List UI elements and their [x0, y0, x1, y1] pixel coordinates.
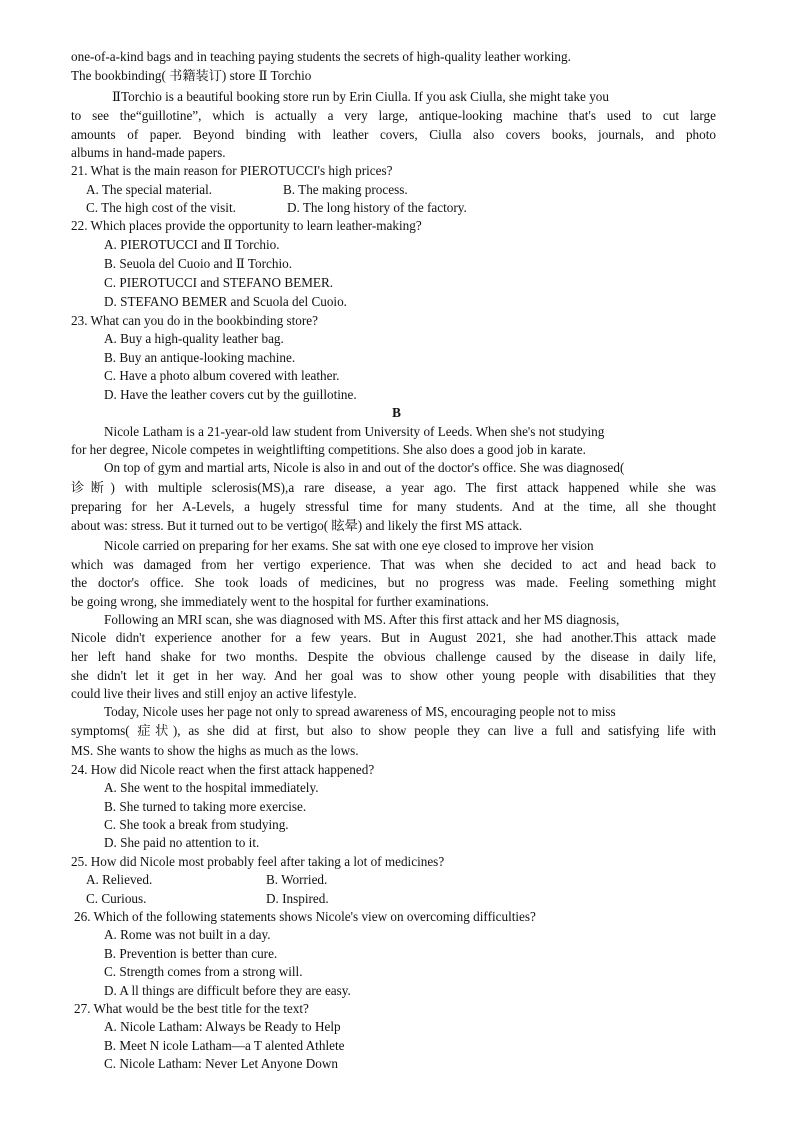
text-line: to see the“guillotine”, which is actually a very large, antique-looking machine that's used to cut large — [71, 108, 716, 123]
option-c: C. The high cost of the visit. — [86, 200, 236, 215]
section-heading: B — [392, 405, 401, 420]
question-stem: 24. How did Nicole react when the first attack happened? — [71, 762, 375, 777]
option-c: C. Curious. — [86, 891, 147, 906]
option-b: B. She turned to taking more exercise. — [104, 799, 307, 814]
text-line: 诊断) with multiple sclerosis(MS),a rare disease, a year ago. The first attack happened while she was — [71, 480, 716, 495]
text-line: which was damaged from her vertigo experience. That was when she decided to act and head back to — [71, 557, 716, 572]
text-line: the doctor's office. She took loads of medicines, but no progress was made. Feeling something might — [71, 575, 716, 590]
option-b: B. The making process. — [283, 182, 408, 197]
question-stem: 25. How did Nicole most probably feel after taking a lot of medicines? — [71, 854, 445, 869]
text-line: Following an MRI scan, she was diagnosed with MS. After this first attack and her MS diagnosis, — [104, 612, 620, 627]
text-line: about was: stress. But it turned out to be vertigo( 眩晕) and likely the first MS attack. — [71, 518, 523, 533]
option-d: D. Inspired. — [266, 891, 329, 906]
question-stem: 26. Which of the following statements shows Nicole's view on overcoming difficulties? — [74, 909, 536, 924]
option-a: A. Nicole Latham: Always be Ready to Help — [104, 1019, 341, 1034]
option-c: C. PIEROTUCCI and STEFANO BEMER. — [104, 275, 334, 290]
text-line: Today, Nicole uses her page not only to spread awareness of MS, encouraging people not to miss — [104, 704, 616, 719]
text-line: could live their lives and still enjoy an active lifestyle. — [71, 686, 357, 701]
text-line: be going wrong, she immediately went to the hospital for further examinations. — [71, 594, 489, 609]
text-line: MS. She wants to show the highs as much as the lows. — [71, 743, 359, 758]
option-c: C. Strength comes from a strong will. — [104, 964, 303, 979]
option-d: D. She paid no attention to it. — [104, 835, 260, 850]
text-line: albums in hand-made papers. — [71, 145, 226, 160]
text-line: for her degree, Nicole competes in weightlifting competitions. She also does a good job in karate. — [71, 442, 586, 457]
option-a: A. PIEROTUCCI and Ⅱ Torchio. — [104, 237, 280, 252]
option-b: B. Prevention is better than cure. — [104, 946, 278, 961]
text-line: one-of-a-kind bags and in teaching paying students the secrets of high-quality leather working. — [71, 49, 571, 64]
text-line: ⅡTorchio is a beautiful booking store run by Erin Ciulla. If you ask Ciulla, she might take you — [112, 89, 609, 104]
option-a: A. Buy a high-quality leather bag. — [104, 331, 284, 346]
option-a: A. Rome was not built in a day. — [104, 927, 271, 942]
option-d: D. Have the leather covers cut by the guillotine. — [104, 387, 357, 402]
option-d: D. STEFANO BEMER and Scuola del Cuoio. — [104, 294, 347, 309]
question-stem: 21. What is the main reason for PIEROTUCCI's high prices? — [71, 163, 393, 178]
option-a: A. Relieved. — [86, 872, 153, 887]
option-a: A. The special material. — [86, 182, 213, 197]
text-line: Nicole Latham is a 21-year-old law student from University of Leeds. When she's not studying — [104, 424, 605, 439]
option-c: C. She took a break from studying. — [104, 817, 289, 832]
question-stem: 23. What can you do in the bookbinding store? — [71, 313, 318, 328]
text-line: she didn't let it get in her way. And her goal was to show other young people with disabilities that they — [71, 668, 716, 683]
text-line: Nicole didn't experience another for a few years. But in August 2021, she had another.This attack made — [71, 630, 716, 645]
text-line: her left hand shake for two months. Despite the obvious challenge caused by the disease in daily life, — [71, 649, 716, 664]
text-line: Nicole carried on preparing for her exams. She sat with one eye closed to improve her vision — [104, 538, 594, 553]
text-line: symptoms( 症状), as she did at first, but also to show people they can live a full and satisfying life with — [71, 723, 716, 738]
subheading: The bookbinding( 书籍装订) store Ⅱ Torchio — [71, 68, 312, 83]
text-line: amounts of paper. Beyond binding with leather covers, Ciulla also covers books, journals, and photo — [71, 127, 716, 142]
option-b: B. Worried. — [266, 872, 328, 887]
text-line: On top of gym and martial arts, Nicole is also in and out of the doctor's office. She was diagnosed( — [104, 460, 625, 475]
option-c: C. Nicole Latham: Never Let Anyone Down — [104, 1056, 339, 1071]
option-d: D. A ll things are difficult before they are easy. — [104, 983, 351, 998]
option-b: B. Meet N icole Latham—a T alented Athlete — [104, 1038, 345, 1053]
option-c: C. Have a photo album covered with leather. — [104, 368, 340, 383]
question-stem: 22. Which places provide the opportunity to learn leather-making? — [71, 218, 422, 233]
option-a: A. She went to the hospital immediately. — [104, 780, 319, 795]
text-line: preparing for her A-Levels, a hugely stressful time for many students. And at the time, all she thought — [71, 499, 716, 514]
option-d: D. The long history of the factory. — [287, 200, 467, 215]
question-stem: 27. What would be the best title for the text? — [74, 1001, 309, 1016]
option-b: B. Buy an antique-looking machine. — [104, 350, 296, 365]
option-b: B. Seuola del Cuoio and Ⅱ Torchio. — [104, 256, 293, 271]
